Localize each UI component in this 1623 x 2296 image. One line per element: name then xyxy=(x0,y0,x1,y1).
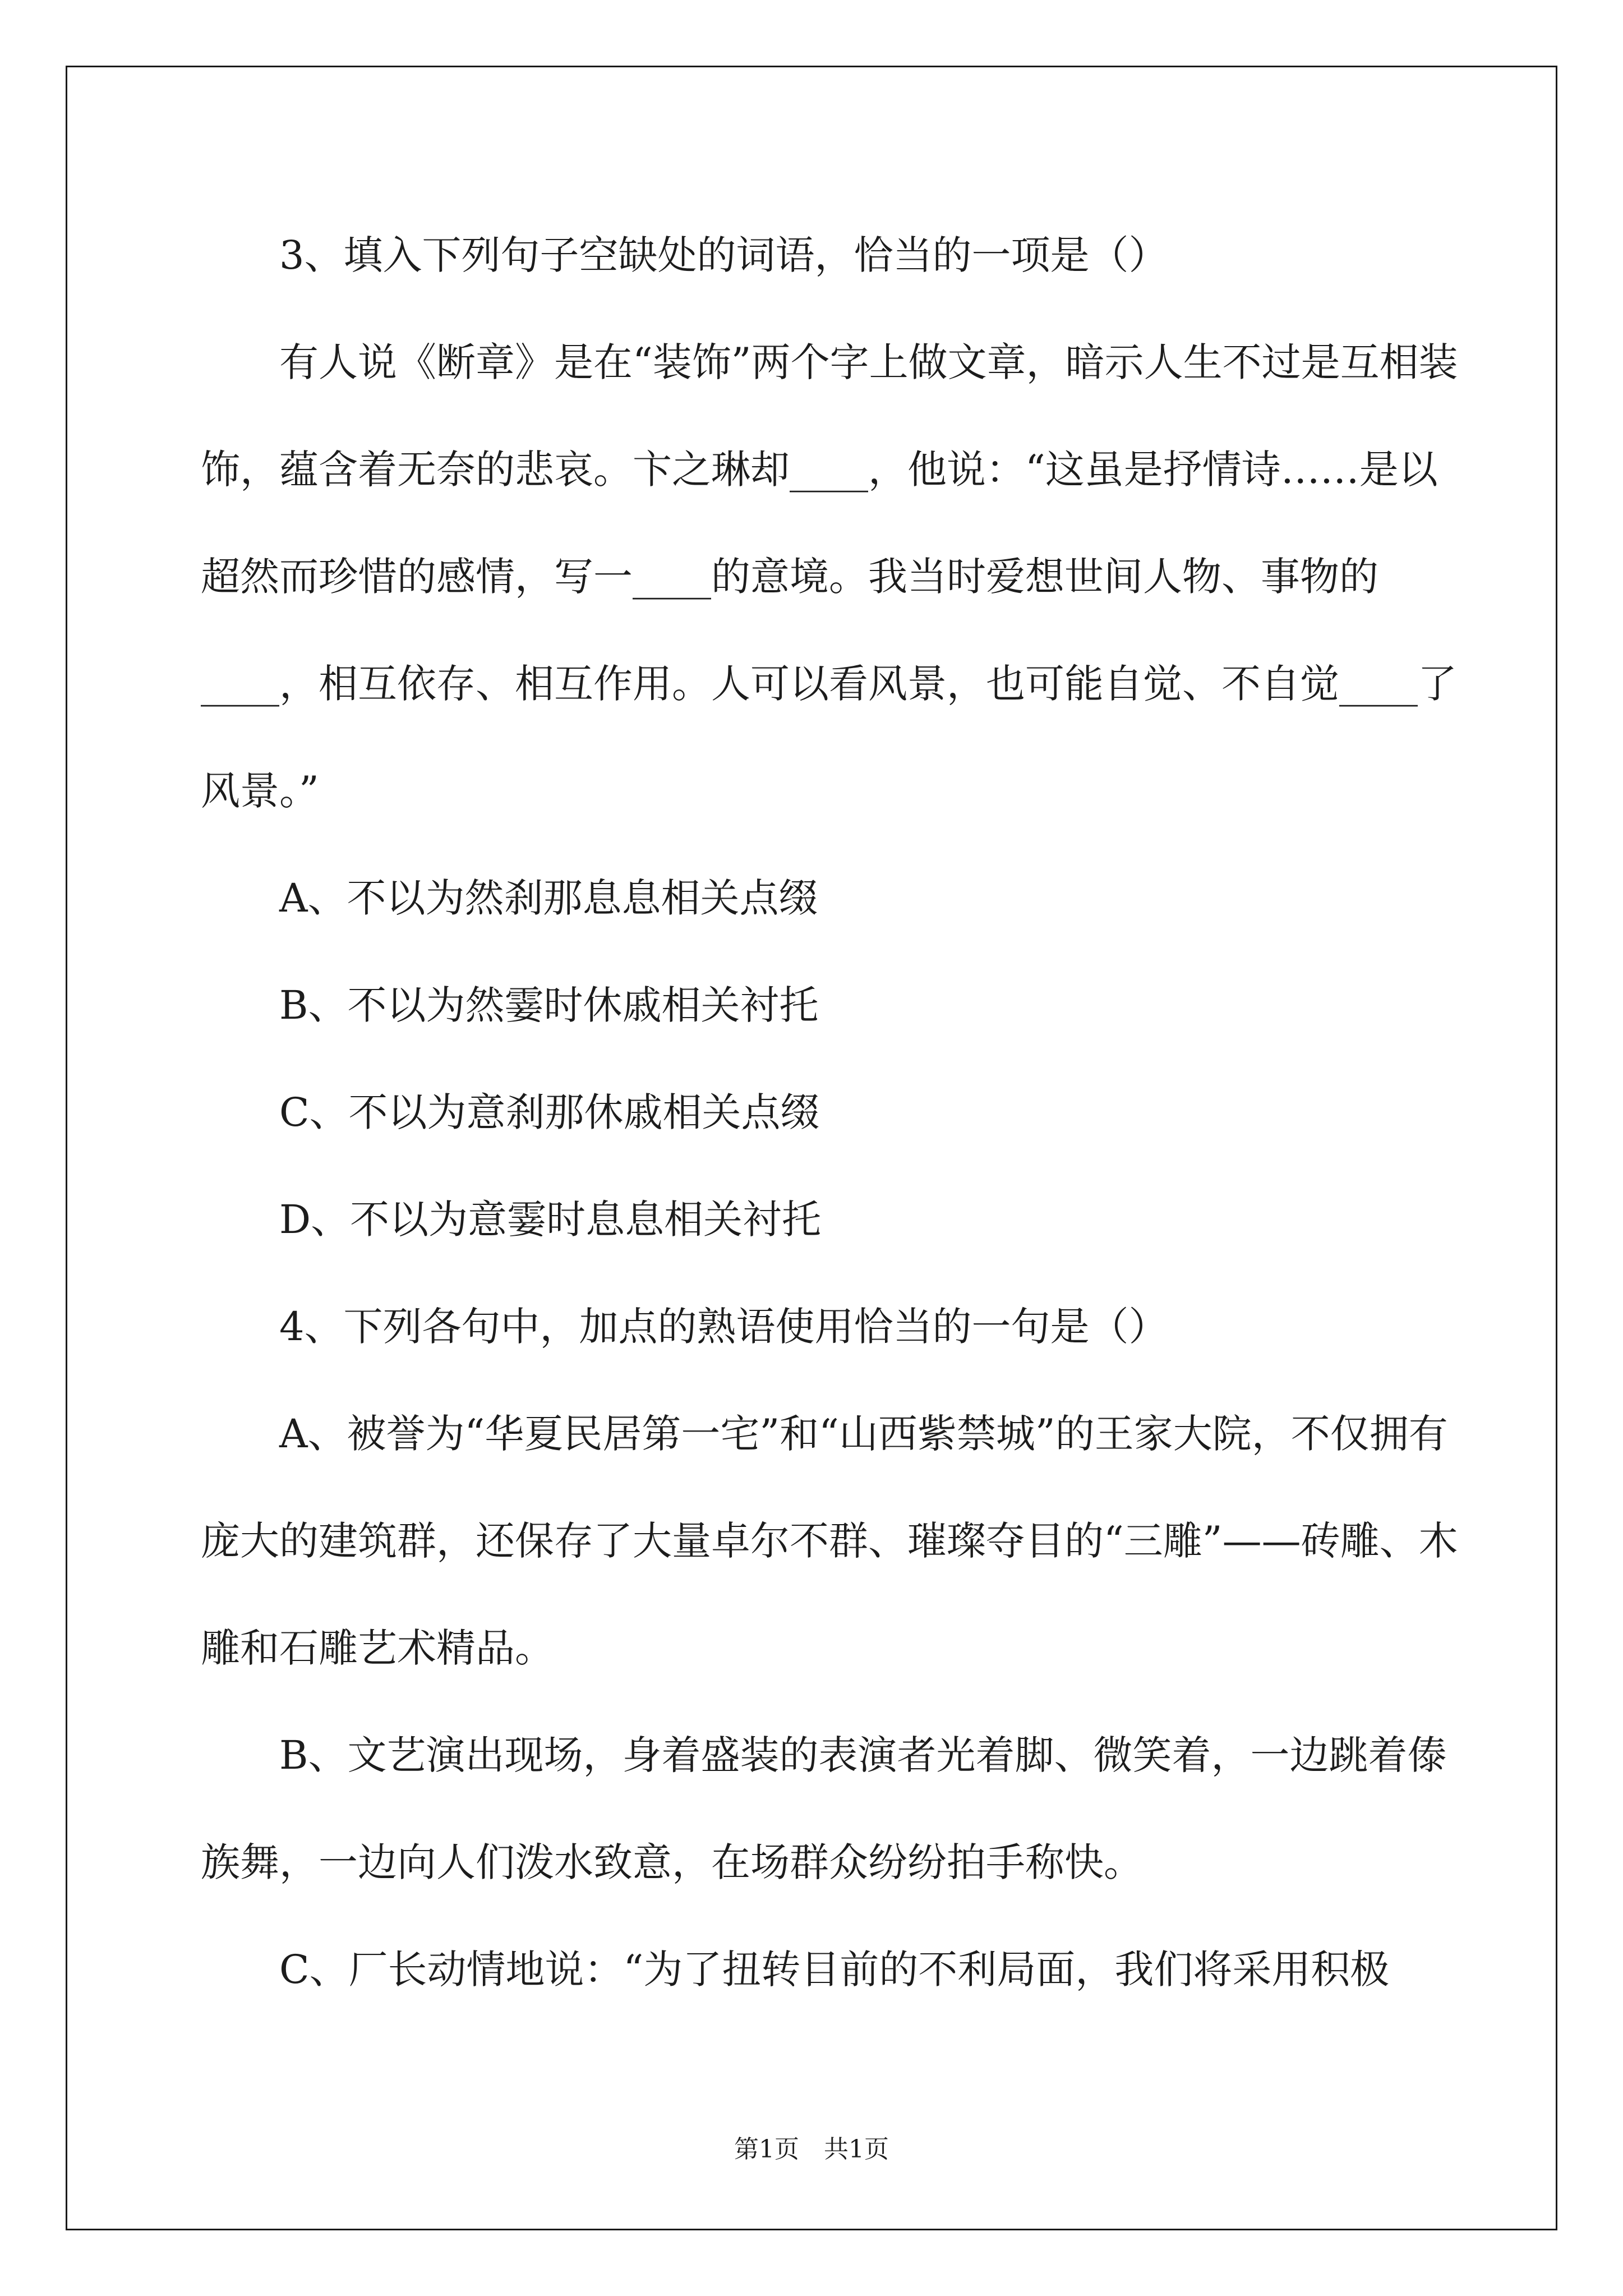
document-body xyxy=(201,202,1468,2023)
question-3-option-a: A、不以为然刹那息息相关点缀 xyxy=(279,875,818,921)
question-4-option-b: B、文艺演出现场，身着盛装的表演者光着脚、微笑着，一边跳着傣族舞，一边向人们泼水致意，在场群众纷纷拍手称快。 xyxy=(201,1732,1447,1885)
question-3-passage: 有人说《断章》是在“装饰”两个字上做文章，暗示人生不过是互相装饰，蕴含着无奈的悲哀。卞之琳却____，他说：“这虽是抒情诗……是以超然而珍惜的感情，写一____的意境。我当时爱想世间人物、事物的____，相互依存、相互作用。人可以看风景，也可能自觉、不自觉____了风景。” xyxy=(201,339,1458,814)
question-3-option-d: D、不以为意霎时息息相关衬托 xyxy=(279,1197,822,1243)
question-4-option-a: A、被誉为“华夏民居第一宅”和“山西紫禁城”的王家大院，不仅拥有庞大的建筑群，还保存了大量卓尔不群、璀璨夺目的“三雕”——砖雕、木雕和石雕艺术精品。 xyxy=(201,1411,1458,1671)
question-4-option-c: C、厂长动情地说：“为了扭转目前的不利局面，我们将采用积极 xyxy=(279,1947,1390,1993)
question-3-option-b: B、不以为然霎时休戚相关衬托 xyxy=(279,982,819,1028)
question-3-option-c: C、不以为意刹那休戚相关点缀 xyxy=(279,1089,820,1135)
question-3-title: 3、填入下列句子空缺处的词语，恰当的一项是（） xyxy=(279,232,1168,278)
question-4-title: 4、下列各句中，加点的熟语使用恰当的一句是（） xyxy=(279,1304,1168,1350)
page-number-footer: 第1页 共1页 xyxy=(734,2135,889,2164)
